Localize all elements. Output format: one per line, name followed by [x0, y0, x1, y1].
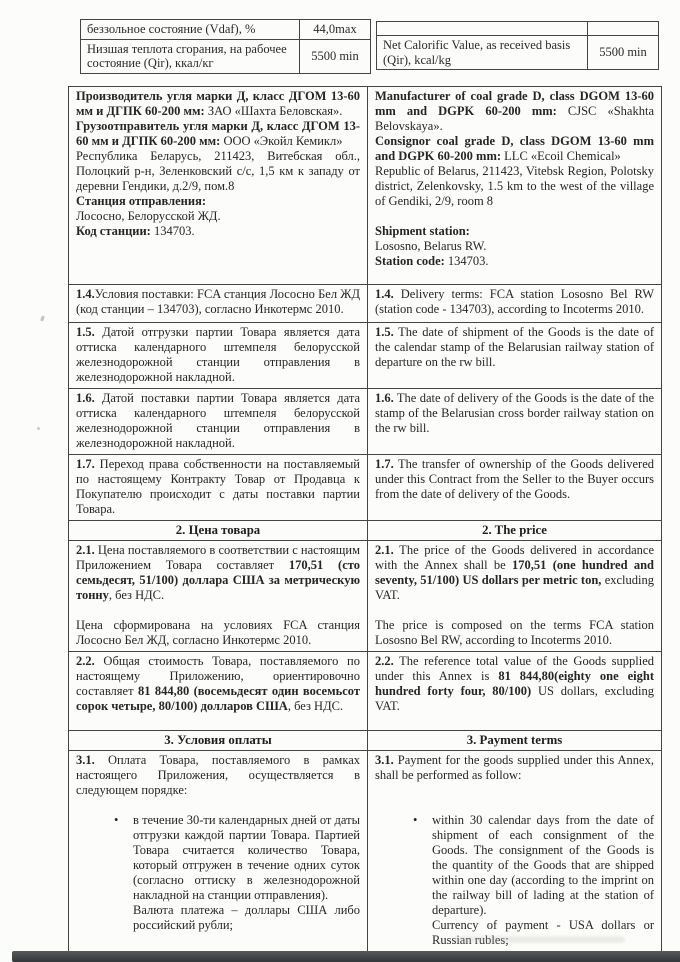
- paragraph: Consignor coal grade D, class DGOM 13-60 mm and DGPK 60-200 mm: LLC «Ecoil Chemical»: [375, 134, 654, 163]
- spec-table-en: [376, 21, 659, 70]
- cell-english: [367, 323, 661, 388]
- paragraph: Код станции: 134703.: [76, 224, 195, 238]
- cell-english: [367, 455, 661, 520]
- blank-line: [76, 798, 360, 813]
- cell-english: [367, 521, 661, 540]
- blank-line: [375, 209, 654, 224]
- paragraph: 2.1. The price of the Goods delivered in accordance with the Annex shall be 170,51 (one hundred and seventy, 51/100) US dollars per metric ton, excluding VAT.: [375, 543, 654, 602]
- spec-value: 44,0max: [300, 20, 371, 40]
- section-header-row: [69, 731, 661, 751]
- spec-row: [377, 36, 659, 70]
- paragraph: 1.4.Условия поставки: FCA станция Лососно Бел ЖД (код станции – 134703), согласно Инкотермс 2010.: [76, 287, 360, 316]
- paragraph: 3.1. Оплата Товара, поставляемого в рамках настоящего Приложения, осуществляется в следующем порядке:: [76, 753, 360, 797]
- blank-line: [375, 798, 654, 813]
- cell-english: [367, 541, 661, 651]
- cell-russian: [69, 541, 367, 651]
- paragraph: Станция отправления:: [76, 194, 207, 208]
- spec-row: [81, 39, 371, 73]
- paragraph: Station code: 134703.: [375, 254, 489, 268]
- spec-label: [377, 22, 588, 36]
- clause-row: [69, 751, 661, 951]
- section-title: 2. Цена товара: [175, 523, 261, 537]
- cell-russian: [69, 521, 367, 540]
- paragraph: Republic of Belarus, 211423, Vitebsk Region, Polotsky district, Zelenkovsky, 1.5 km to the west of the village of Gendiki, 2/9, room 8: [375, 164, 654, 208]
- paragraph: Республика Беларусь, 211423, Витебская обл., Полоцкий р-н, Зеленковский с/с, 1,5 км к западу от деревни Гендики, д.2/9, пом.8: [76, 149, 360, 193]
- paragraph: 1.7. Переход права собственности на поставляемый по настоящему Контракту Товар от Продавца к Покупателю происходит с даты поставки партии Товара.: [76, 457, 360, 516]
- cell-russian: [69, 652, 367, 730]
- cell-russian: [69, 323, 367, 388]
- cell-russian: [69, 285, 367, 322]
- bullet-item: • в течение 30-ти календарных дней от даты отгрузки каждой партии Товара. Партией Товара считается количество Товара, который отгружен в течение одних суток (согласно оттиску в железнодорожной накладной на станции отправления).: [76, 813, 360, 903]
- cell-russian: [69, 751, 367, 951]
- clause-row: [69, 285, 661, 323]
- clause-row: [69, 652, 661, 731]
- paragraph: 1.5. The date of shipment of the Goods is the date of the calendar stamp of the Belarusian railway station of departure on the rw bill.: [375, 325, 654, 369]
- cell-russian: [69, 731, 367, 750]
- blank-line: [375, 783, 654, 798]
- paragraph: Manufacturer of coal grade D, class DGOM 13-60 mm and DGPK 60-200 mm: CJSC «Shakhta Belovskaya».: [375, 89, 654, 133]
- paragraph: Производитель угля марки Д, класс ДГОМ 13-60 мм и ДГПК 60-200 мм: ЗАО «Шахта Беловская».: [76, 89, 360, 118]
- cell-english: [367, 285, 661, 322]
- paragraph: 1.7. The transfer of ownership of the Goods delivered under this Contract from the Seller to the Buyer occurs from the date of delivery of the Goods.: [375, 457, 654, 501]
- clause-row: [69, 87, 661, 285]
- paragraph: Грузоотправитель угля марки Д, класс ДГОМ 13-60 мм и ДГПК 60-200 мм: ООО «Экойл Кемикл»: [76, 119, 360, 148]
- clause-row: [69, 323, 661, 389]
- spec-value: 5500 min: [588, 36, 659, 70]
- clause-row: [69, 455, 661, 521]
- paragraph: Currency of payment - USA dollars or Russian rubles;: [432, 918, 654, 947]
- spec-value: 5500 min: [300, 39, 371, 73]
- contract-clauses-table: [68, 86, 662, 952]
- cell-english: [367, 87, 661, 284]
- spec-value: [588, 22, 659, 36]
- clause-row: [69, 389, 661, 455]
- blank-line: [375, 603, 654, 618]
- cell-english: [367, 731, 661, 750]
- spec-label: беззольное состояние (Vdaf), %: [81, 20, 300, 40]
- cell-russian: [69, 389, 367, 454]
- paragraph: Lososno, Belarus RW.: [375, 239, 487, 253]
- paragraph: 1.6. Датой поставки партии Товара является дата оттиска календарного штемпеля белорусской железнодорожной станции отправления в железнодорожной накладной.: [76, 391, 360, 450]
- scan-speck: [40, 316, 45, 322]
- paragraph: Shipment station:: [375, 224, 470, 238]
- spec-label: Низшая теплота сгорания, на рабочее состояние (Qir), ккал/кг: [81, 39, 300, 73]
- paragraph: Лососно, Белорусской ЖД.: [76, 209, 221, 223]
- scanner-edge-bar: [12, 951, 680, 962]
- paragraph: 2.2. Общая стоимость Товара, поставляемого по настоящему Приложению, ориентировочно составляет 81 844,80 (восемьдесят один восемьсот сорок четыре, 80/100) долларов США, без НДС.: [76, 654, 360, 713]
- spec-row: [81, 20, 371, 40]
- paragraph: 1.5. Датой отгрузки партии Товара является дата оттиска календарного штемпеля белорусской железнодорожной станции отправления в железнодорожной накладной.: [76, 325, 360, 384]
- paragraph: 3.1. Payment for the goods supplied under this Annex, shall be performed as follow:: [375, 753, 654, 782]
- cell-russian: [69, 87, 367, 284]
- paragraph: 2.1. Цена поставляемого в соответствии с настоящим Приложением Товара составляет 170,51 (сто семьдесят, 51/100) доллара США за метрическую тонну, без НДС.: [76, 543, 360, 602]
- bullet-item: • within 30 calendar days from the date of shipment of each consignment of the Goods. The consignment of the Goods is the quantity of the Goods that are shipped within one day (according to the imprint on the railway bill of lading at the station of departure).: [375, 813, 654, 918]
- scan-smudge: [455, 936, 625, 943]
- spec-label: Net Calorific Value, as received basis (Qir), kcal/kg: [377, 36, 588, 70]
- scan-speck: [37, 427, 40, 430]
- paragraph: 1.4. Delivery terms: FCA station Lososno Bel RW (station code - 134703), according to Incoterms 2010.: [375, 287, 654, 316]
- blank-line: [76, 603, 360, 618]
- cell-english: [367, 652, 661, 730]
- paragraph: The price is composed on the terms FCA station Lososno Bel RW, according to Incoterms 2010.: [375, 618, 654, 647]
- paragraph: 2.2. The reference total value of the Goods supplied under this Annex is 81 844,80(eighty one eight hundred forty four, 80/100) US dollars, excluding VAT.: [375, 654, 655, 713]
- cell-english: [367, 751, 661, 951]
- paragraph: Цена сформирована на условиях FCA станция Лососно Бел ЖД, согласно Инкотермс 2010.: [76, 618, 360, 647]
- spec-table-ru: [80, 19, 371, 74]
- section-title: 2. The price: [482, 523, 547, 537]
- paragraph: 1.6. The date of delivery of the Goods is the date of the stamp of the Belarusian cross border railway station on the rw bill.: [375, 391, 654, 435]
- section-header-row: [69, 521, 661, 541]
- clause-row: [69, 541, 661, 652]
- section-title: 3. Условия оплаты: [164, 733, 272, 747]
- cell-english: [367, 389, 661, 454]
- cell-russian: [69, 455, 367, 520]
- section-title: 3. Payment terms: [466, 733, 563, 747]
- spec-row-empty: [377, 22, 659, 36]
- paragraph: Валюта платежа – доллары США либо российский рубли;: [133, 903, 360, 932]
